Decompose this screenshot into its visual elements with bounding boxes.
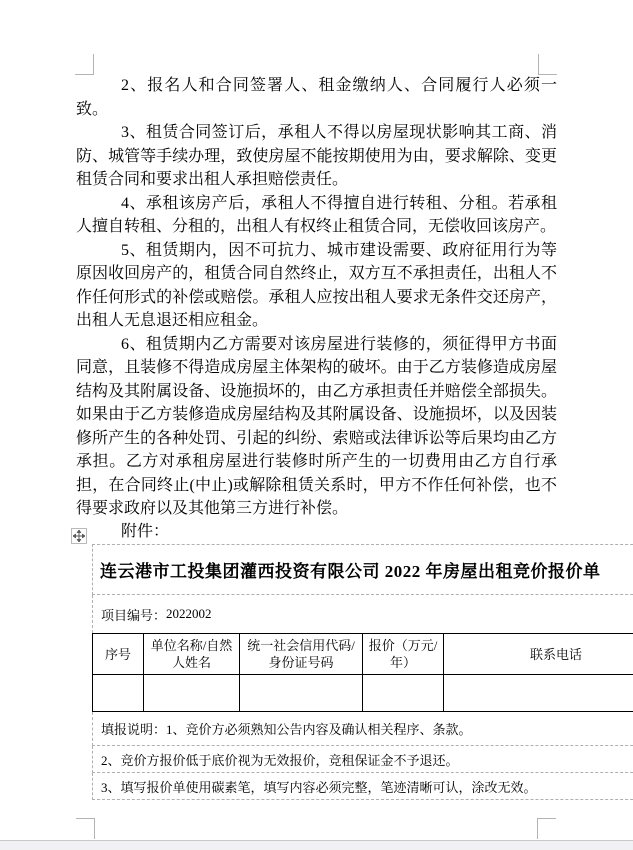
clause-2: 2、报名人和合同签署人、租金缴纳人、合同履行人必须一致。 [76,77,557,118]
col-header-index: 序号 [93,634,144,675]
attachment-label: 附件： [121,523,170,540]
note-2: 2、竞价方报价低于底价视为无效报价，竞租保证金不予退还。 [101,752,459,768]
project-number-label: 项目编号： [101,607,167,623]
bid-entry-grid [92,633,633,712]
page-bottom-edge [0,840,633,850]
form-title: 连云港市工投集团灌西投资有限公司 2022 年房屋出租竞价报价单 [100,562,601,581]
text-boundary-mark-top-right [538,54,557,75]
col-header-phone: 联系电话 [444,634,633,675]
clause-6: 6、租赁期内乙方需要对该房屋进行装修的，须征得甲方书面同意，且装修不得造成房屋主体架构的破坏。由于乙方装修造成房屋结构及其附属设备、设施损坏的，由乙方承担责任并赔偿全部损失。如果由于乙方装修造成房屋结构及其附属设备、设施损坏，以及因装修所产生的各种处罚、引起的纠纷、索赔或法律诉讼等后果均由乙方承担。乙方对承租房屋进行装修时所产生的一切费用由乙方自行承担，在合同终止(中止)或解除租赁关系时，甲方不作任何补偿，也不得要求政府以及其他第三方进行补偿。 [76,335,557,517]
text-boundary-mark-top-left [75,54,94,75]
clause-4: 4、承租该房产后，承租人不得擅自进行转租、分租。若承租人擅自转租、分租的，出租人有权终止租赁合同，无偿收回该房产。 [76,194,557,235]
text-boundary-mark-bottom-left [76,818,95,839]
clause-3: 3、租赁合同签订后，承租人不得以房屋现状影响其工商、消防、城管等手续办理，致使房屋不能按期使用为由，要求解除、变更租赁合同和要求出租人承担赔偿责任。 [76,124,557,188]
contract-clauses [76,74,557,521]
bid-cell-index [93,675,144,712]
project-number-row [92,595,633,633]
note-1: 填报说明：1、竞价方必须熟知公告内容及确认相关程序、条款。 [101,722,472,737]
note-3: 3、填写报价单使用碳素笔，填写内容必须完整，笔迹清晰可认，涂改无效。 [101,779,537,795]
move-arrows-icon [73,530,85,542]
table-move-handle[interactable] [71,528,87,544]
bid-cell-name [144,675,240,712]
note-row-1 [92,712,633,746]
note-row-2 [92,746,633,773]
text-boundary-mark-bottom-right [537,818,556,839]
clause-5: 5、租赁期内，因不可抗力、城市建设需要、政府征用行为等原因收回房产的，租赁合同自然终止，双方互不承担责任，出租人不作任何形式的补偿或赔偿。承租人应按出租人要求无条件交还房产，出租人无息退还相应租金。 [76,241,557,329]
col-header-credit-code: 统一社会信用代码/身份证号码 [240,634,363,675]
bid-form-table [92,544,633,800]
form-title-row [92,544,633,595]
col-header-name: 单位名称/自然人姓名 [144,634,240,675]
project-number-value: 2022002 [166,606,212,621]
bid-cell-price [363,675,444,712]
note-row-3 [92,773,633,800]
bid-cell-credit-code [240,675,363,712]
bid-cell-phone [444,675,633,712]
col-header-price: 报价（万元/年） [363,634,444,675]
